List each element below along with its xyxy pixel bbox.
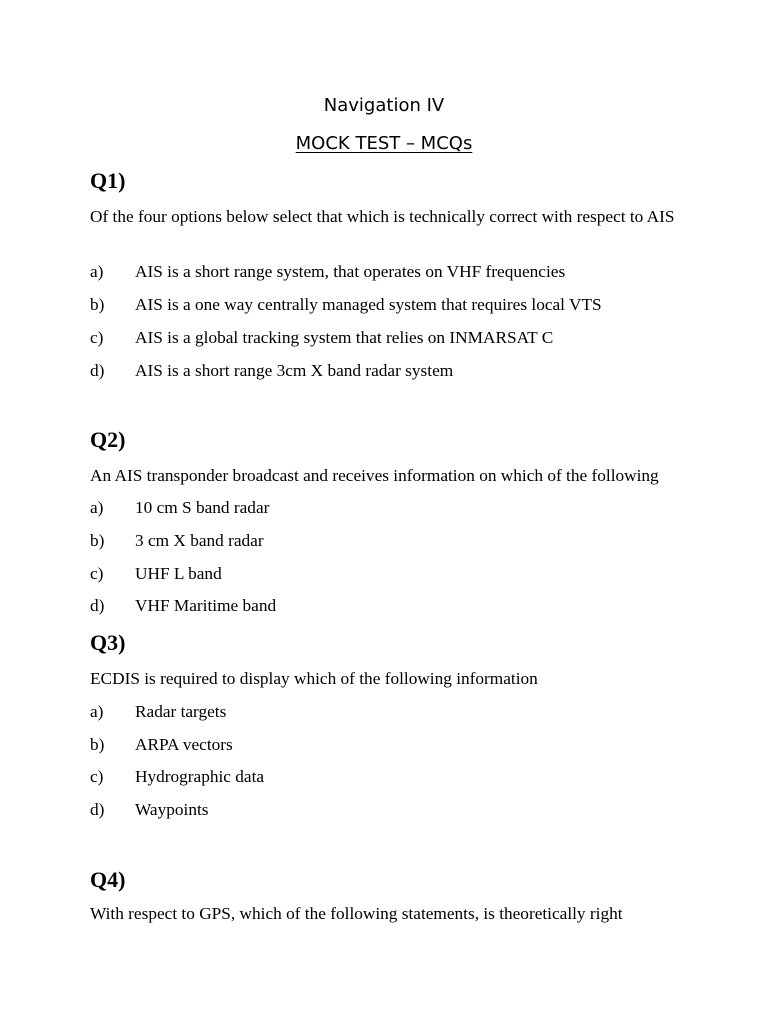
option-letter: b) [90,531,105,550]
option-letter: c) [90,564,104,583]
question-1-label: Q1) [90,168,126,193]
question-2-option-a [90,497,269,519]
question-4-stem: With respect to GPS, which of the following statements, is theoretically right [90,904,623,923]
question-1-stem: Of the four options below select that which is technically correct with respect to AIS [90,207,675,226]
option-letter: d) [90,800,105,819]
option-text: Radar targets [135,702,227,721]
question-1-option-d [90,360,453,382]
option-text: UHF L band [135,564,222,583]
question-3-option-b [90,734,233,756]
question-3-label: Q3) [90,630,126,655]
question-1-option-c [90,327,553,349]
option-letter: c) [90,767,104,786]
option-letter: b) [90,735,105,754]
option-letter: a) [90,498,104,517]
question-3-option-d [90,799,209,821]
option-text: 3 cm X band radar [135,531,264,550]
document-title: Navigation IV [323,95,445,116]
question-3-stem: ECDIS is required to display which of the following information [90,669,538,688]
question-1-option-b [90,294,602,316]
option-letter: a) [90,702,104,721]
option-letter: a) [90,262,104,281]
option-letter: c) [90,328,104,347]
option-text: AIS is a one way centrally managed system that requires local VTS [135,295,602,314]
option-text: VHF Maritime band [135,596,277,615]
option-letter: d) [90,596,105,615]
document-subtitle: MOCK TEST – MCQs [295,133,473,154]
question-2-label: Q2) [90,427,126,452]
option-letter: d) [90,361,105,380]
question-2-option-d [90,595,276,617]
option-text: Waypoints [135,800,209,819]
question-2-option-b [90,530,264,552]
question-1-option-a [90,261,565,283]
option-text: Hydrographic data [135,767,265,786]
option-text: AIS is a short range 3cm X band radar system [135,361,454,380]
option-text: AIS is a short range system, that operates on VHF frequencies [135,262,566,281]
option-letter: b) [90,295,105,314]
option-text: ARPA vectors [135,735,233,754]
option-text: 10 cm S band radar [135,498,270,517]
question-3-option-a [90,701,226,723]
option-text: AIS is a global tracking system that relies on INMARSAT C [135,328,554,347]
question-2-option-c [90,563,222,585]
question-3-option-c [90,766,264,788]
question-4-label: Q4) [90,867,126,892]
question-2-stem: An AIS transponder broadcast and receives information on which of the following [90,466,659,485]
